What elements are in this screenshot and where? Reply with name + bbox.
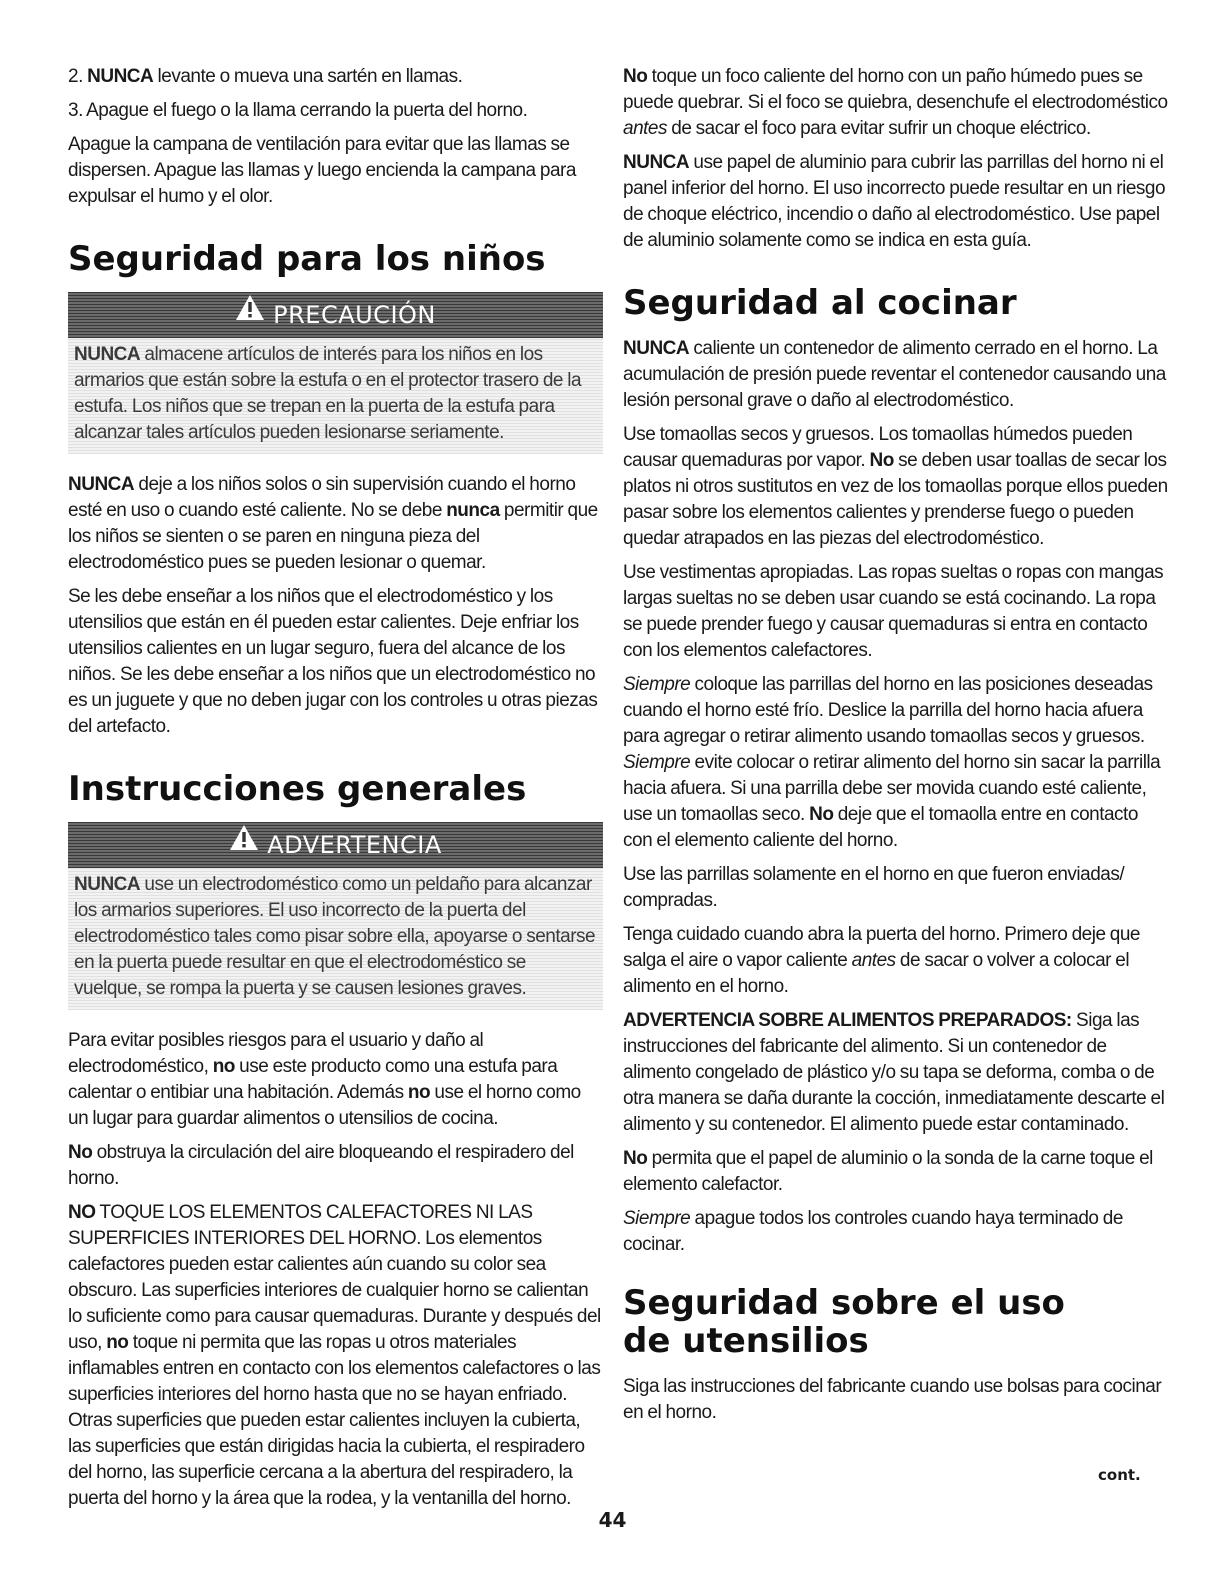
paragraph-no-toque	[68, 1200, 603, 1512]
paragraph-parrillas	[623, 672, 1168, 854]
text: apague todos los controles cuando haya terminado de cocinar.	[623, 1208, 1123, 1255]
italic-emphasis: antes	[851, 950, 896, 971]
italic-emphasis: Siempre	[623, 1208, 691, 1229]
list-text: levante o mueva una sartén en llamas.	[153, 66, 463, 87]
right-column	[623, 64, 1168, 1434]
text: deje a los niños solos o sin supervisión cuando el horno esté en uso o cuando esté caliente. No se debe	[68, 474, 576, 521]
heading-seguridad-cocinar: Seguridad al cocinar	[623, 283, 1017, 323]
paragraph-enviadas: Use las parrillas solamente en el horno en que fueron enviadas/ compradas.	[623, 864, 1125, 911]
italic-emphasis: antes	[623, 118, 667, 139]
warning-label: ADVERTENCIA	[267, 831, 442, 859]
paragraph-vestimentas: Use vestimentas apropiadas. Las ropas sueltas o ropas con mangas largas sueltas no se deben usar cuando se está cocinando. La ropa se puede prender fuego y causar quemaduras si entra en contacto con los elementos calefactores.	[623, 562, 1164, 661]
list-number: 2.	[68, 66, 83, 87]
emphasis: NUNCA	[87, 66, 154, 87]
text: toque ni permita que las ropas u otros materiales inflamables entren en contacto con los elementos calefactores o las superficies interiores del horno hasta que no se hayan enfriado. Otras superficies que pueden estar calientes incluyen la cubierta, las superficies que están dirigidas hacia la cubierta, el respiradero del horno, las superficie cercana a la abertura del respiradero, la puerta del horno y la área que la rodea, y la ventanilla del horno.	[68, 1332, 601, 1509]
paragraph-sonda	[623, 1146, 1168, 1198]
paragraph-aluminio	[623, 150, 1168, 254]
text: Para evitar posibles riesgos para el usuario y daño al electrodoméstico,	[68, 1030, 484, 1077]
caution-box	[68, 292, 603, 454]
paragraph-alimentos-preparados	[623, 1008, 1168, 1138]
list-number: 3.	[68, 100, 83, 121]
caution-text	[68, 338, 603, 454]
emphasis: No	[623, 1148, 648, 1169]
list-item-2	[68, 64, 603, 90]
emphasis: NUNCA	[74, 344, 141, 365]
text: toque un foco caliente del horno con un paño húmedo pues se puede quebrar. Si el foco se quiebra, desenchufe el electrodoméstico	[623, 66, 1168, 113]
text: Siga las instrucciones del fabricante del alimento. Si un contenedor de alimento congelado de plástico y/o su tapa se deforma, comba o de otra manera se daña durante la cocción, inmediatamente descarte el alimento y su contenedor. El alimento puede estar contaminado.	[623, 1010, 1165, 1135]
text: TOQUE LOS ELEMENTOS CALEFACTORES NI LAS SUPERFICIES INTERIORES DEL HORNO. Los elementos calefactores pueden estar calientes aún cuando su color sea obscuro. Las superficies interiores de cualquier horno se calientan lo suficiente como para causar quemaduras. Durante y después del uso,	[68, 1202, 601, 1353]
paragraph-riesgos	[68, 1028, 603, 1132]
text: caliente un contenedor de alimento cerrado en el horno. La acumulación de presión puede reventar el contenedor causando una lesión personal grave o daño al electrodoméstico.	[623, 338, 1166, 411]
text: permita que el papel de aluminio o la sonda de la carne toque el elemento calefactor.	[623, 1148, 1153, 1195]
continued-label: cont.	[1098, 1466, 1141, 1484]
text: use el horno como un lugar para guardar alimentos o utensilios de cocina.	[68, 1082, 581, 1129]
list-item-3	[68, 98, 603, 124]
caution-label: PRECAUCIÓN	[273, 301, 436, 329]
paragraph-contenedor	[623, 336, 1168, 414]
text: de sacar el foco para evitar sufrir un choque eléctrico.	[666, 118, 1091, 139]
heading-instrucciones-generales: Instrucciones generales	[68, 769, 527, 809]
heading-seguridad-ninos: Seguridad para los niños	[68, 239, 546, 279]
warning-text	[68, 868, 603, 1010]
emphasis: no	[106, 1332, 129, 1353]
paragraph-campana: Apague la campana de ventilación para evitar que las llamas se dispersen. Apague las llamas y luego encienda la campana para expulsar el humo y el olor.	[68, 134, 576, 207]
text: coloque las parrillas del horno en las posiciones deseadas cuando el horno esté frío. Deslice la parrilla del horno hacia afuera para agregar o retirar alimento usando tomaollas secos y gruesos.	[623, 674, 1153, 747]
paragraph-bolsas: Siga las instrucciones del fabricante cuando use bolsas para cocinar en el horno.	[623, 1376, 1162, 1423]
text: Use tomaollas secos y gruesos. Los tomaollas húmedos pueden causar quemaduras por vapor.	[623, 424, 1133, 471]
warning-box	[68, 822, 603, 1010]
text: use papel de aluminio para cubrir las parrillas del horno ni el panel inferior del horno. El uso incorrecto puede resultar en un riesgo de choque eléctrico, incendio o daño al electrodoméstico. Use papel de aluminio solamente como se indica en esta guía.	[623, 152, 1166, 251]
page-number: 44	[598, 1508, 627, 1532]
italic-emphasis: Siempre	[623, 752, 691, 773]
emphasis: NUNCA	[623, 338, 690, 359]
emphasis: No	[68, 1142, 93, 1163]
text: permitir que los niños se sienten o se paren en ninguna pieza del electrodoméstico pues se pueden lesionar o quemar.	[68, 500, 598, 573]
paragraph-obstruya	[68, 1140, 603, 1192]
caution-header	[68, 292, 603, 338]
list-text: Apague el fuego o la llama cerrando la puerta del horno.	[82, 100, 528, 121]
paragraph-puerta	[623, 922, 1168, 1000]
emphasis: no	[407, 1082, 431, 1103]
emphasis: NUNCA	[68, 474, 135, 495]
paragraph-tomaollas	[623, 422, 1168, 552]
text: se deben usar toallas de secar los platos ni otros sustitutos en vez de los tomaollas porque ellos pueden pasar sobre los elementos calientes y prenderse fuego o pueden quedar atrapados en las piezas del electrodoméstico.	[623, 450, 1168, 549]
emphasis: nunca	[446, 500, 500, 521]
warning-header	[68, 822, 603, 868]
italic-emphasis: Siempre	[623, 674, 691, 695]
emphasis: no	[212, 1056, 235, 1077]
emphasis: NO	[68, 1202, 96, 1223]
emphasis: No	[809, 804, 834, 825]
emphasis: NUNCA	[74, 874, 141, 895]
text: use este producto como una estufa para calentar o entibiar una habitación. Además	[68, 1056, 558, 1103]
caution-body: almacene artículos de interés para los niños en los armarios que están sobre la estufa o en el protector trasero de la estufa. Los niños que se trepan en la puerta de la estufa para alcanzar tales artículos pueden lesionarse seriamente.	[74, 344, 582, 443]
heading-seguridad-utensilios	[623, 1284, 1168, 1360]
emphasis: NUNCA	[623, 152, 690, 173]
paragraph-ninos-2: Se les debe enseñar a los niños que el electrodoméstico y los utensilios que están en él pueden estar calientes. Deje enfriar los utensilios calientes en un lugar seguro, fuera del alcance de los niños. Se les debe enseñar a los niños que un electrodoméstico no es un juguete y que no deben jugar con los controles u otras piezas del artefacto.	[68, 586, 598, 737]
heading-line: Seguridad sobre el uso	[623, 1283, 1065, 1323]
emphasis: No	[869, 450, 894, 471]
paragraph-ninos-1	[68, 472, 603, 576]
emphasis: No	[623, 66, 648, 87]
warning-triangle-icon	[235, 290, 265, 336]
warning-triangle-icon	[229, 820, 259, 866]
text: deje que el tomaolla entre en contacto con el elemento caliente del horno.	[623, 804, 1138, 851]
text: evite colocar o retirar alimento del horno sin sacar la parrilla hacia afuera. Si una parrilla debe ser movida cuando esté caliente, use un tomaollas seco.	[623, 752, 1161, 825]
emphasis: ADVERTENCIA SOBRE ALIMENTOS PREPARADOS:	[623, 1010, 1072, 1031]
text: de sacar o volver a colocar el alimento en el horno.	[623, 950, 1130, 997]
left-column	[68, 64, 603, 1520]
paragraph-foco	[623, 64, 1168, 142]
heading-line: de utensilios	[623, 1321, 869, 1361]
text: Tenga cuidado cuando abra la puerta del horno. Primero deje que salga el aire o vapor caliente	[623, 924, 1140, 971]
warning-body: use un electrodoméstico como un peldaño para alcanzar los armarios superiores. El uso incorrecto de la puerta del electrodoméstico tales como pisar sobre ella, apoyarse o sentarse en la puerta puede resultar en que el electrodoméstico se vuelque, se rompa la puerta y se causen lesiones graves.	[74, 874, 596, 999]
paragraph-controles	[623, 1206, 1168, 1258]
text: obstruya la circulación del aire bloqueando el respiradero del horno.	[68, 1142, 574, 1189]
